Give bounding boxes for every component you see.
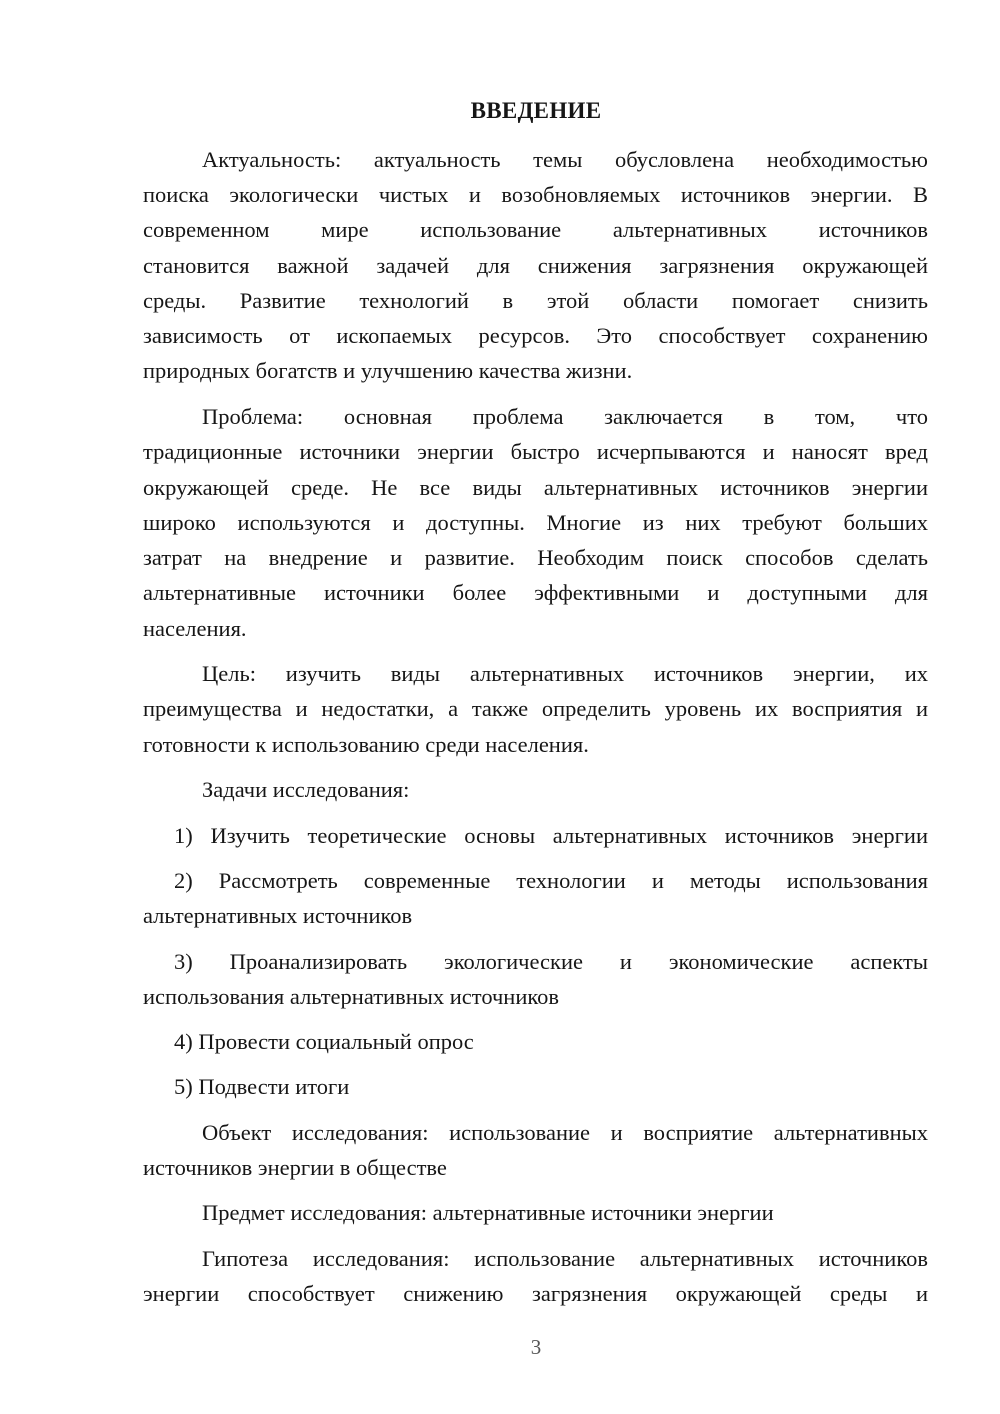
text-line: готовности к использованию среди населения. [143,732,589,757]
text-line: Гипотеза исследования: использование альтернативных источников [202,1246,928,1271]
text-line: энергии способствует снижению загрязнения окружающей среды и [143,1281,928,1306]
text-line: зависимость от ископаемых ресурсов. Это способствует сохранению [143,323,928,348]
page-number: 3 [530,1335,542,1359]
text-line: Предмет исследования: альтернативные источники энергии [202,1200,774,1225]
text-line: альтернативных источников [143,903,413,928]
text-line: источников энергии в обществе [143,1155,447,1180]
text-line: Цель: изучить виды альтернативных источников энергии, их [202,661,928,686]
text-line: 2) Рассмотреть современные технологии и методы использования [174,868,928,893]
text-line: преимущества и недостатки, а также определить уровень их восприятия и [143,696,928,721]
text-line: 4) Провести социальный опрос [174,1029,474,1054]
section-heading: ВВЕДЕНИЕ [470,98,602,123]
text-line: населения. [143,616,247,641]
text-line: 3) Проанализировать экологические и экономические аспекты [174,949,928,974]
text-line: затрат на внедрение и развитие. Необходим поиск способов сделать [143,545,928,570]
text-line: традиционные источники энергии быстро исчерпываются и наносят вред [143,439,928,464]
text-line: использования альтернативных источников [143,984,560,1009]
text-line: Проблема: основная проблема заключается в том, что [202,404,928,429]
text-line: Актуальность: актуальность темы обусловлена необходимостью [202,147,928,172]
text-line: альтернативные источники более эффективными и доступными для [143,580,928,605]
text-line: широко используются и доступны. Многие из них требуют больших [143,510,928,535]
text-line: природных богатств и улучшению качества жизни. [143,358,633,383]
text-line: окружающей среде. Не все виды альтернативных источников энергии [143,475,928,500]
text-line: 1) Изучить теоретические основы альтернативных источников энергии [174,823,928,848]
text-line: становится важной задачей для снижения загрязнения окружающей [143,253,928,278]
text-line: Задачи исследования: [202,777,410,802]
text-line: поиска экологически чистых и возобновляемых источников энергии. В [143,182,928,207]
text-line: современном мире использование альтернативных источников [143,217,928,242]
text-line: Объект исследования: использование и восприятие альтернативных [202,1120,928,1145]
text-line: 5) Подвести итоги [174,1074,350,1099]
text-line: среды. Развитие технологий в этой области помогает снизить [143,288,928,313]
